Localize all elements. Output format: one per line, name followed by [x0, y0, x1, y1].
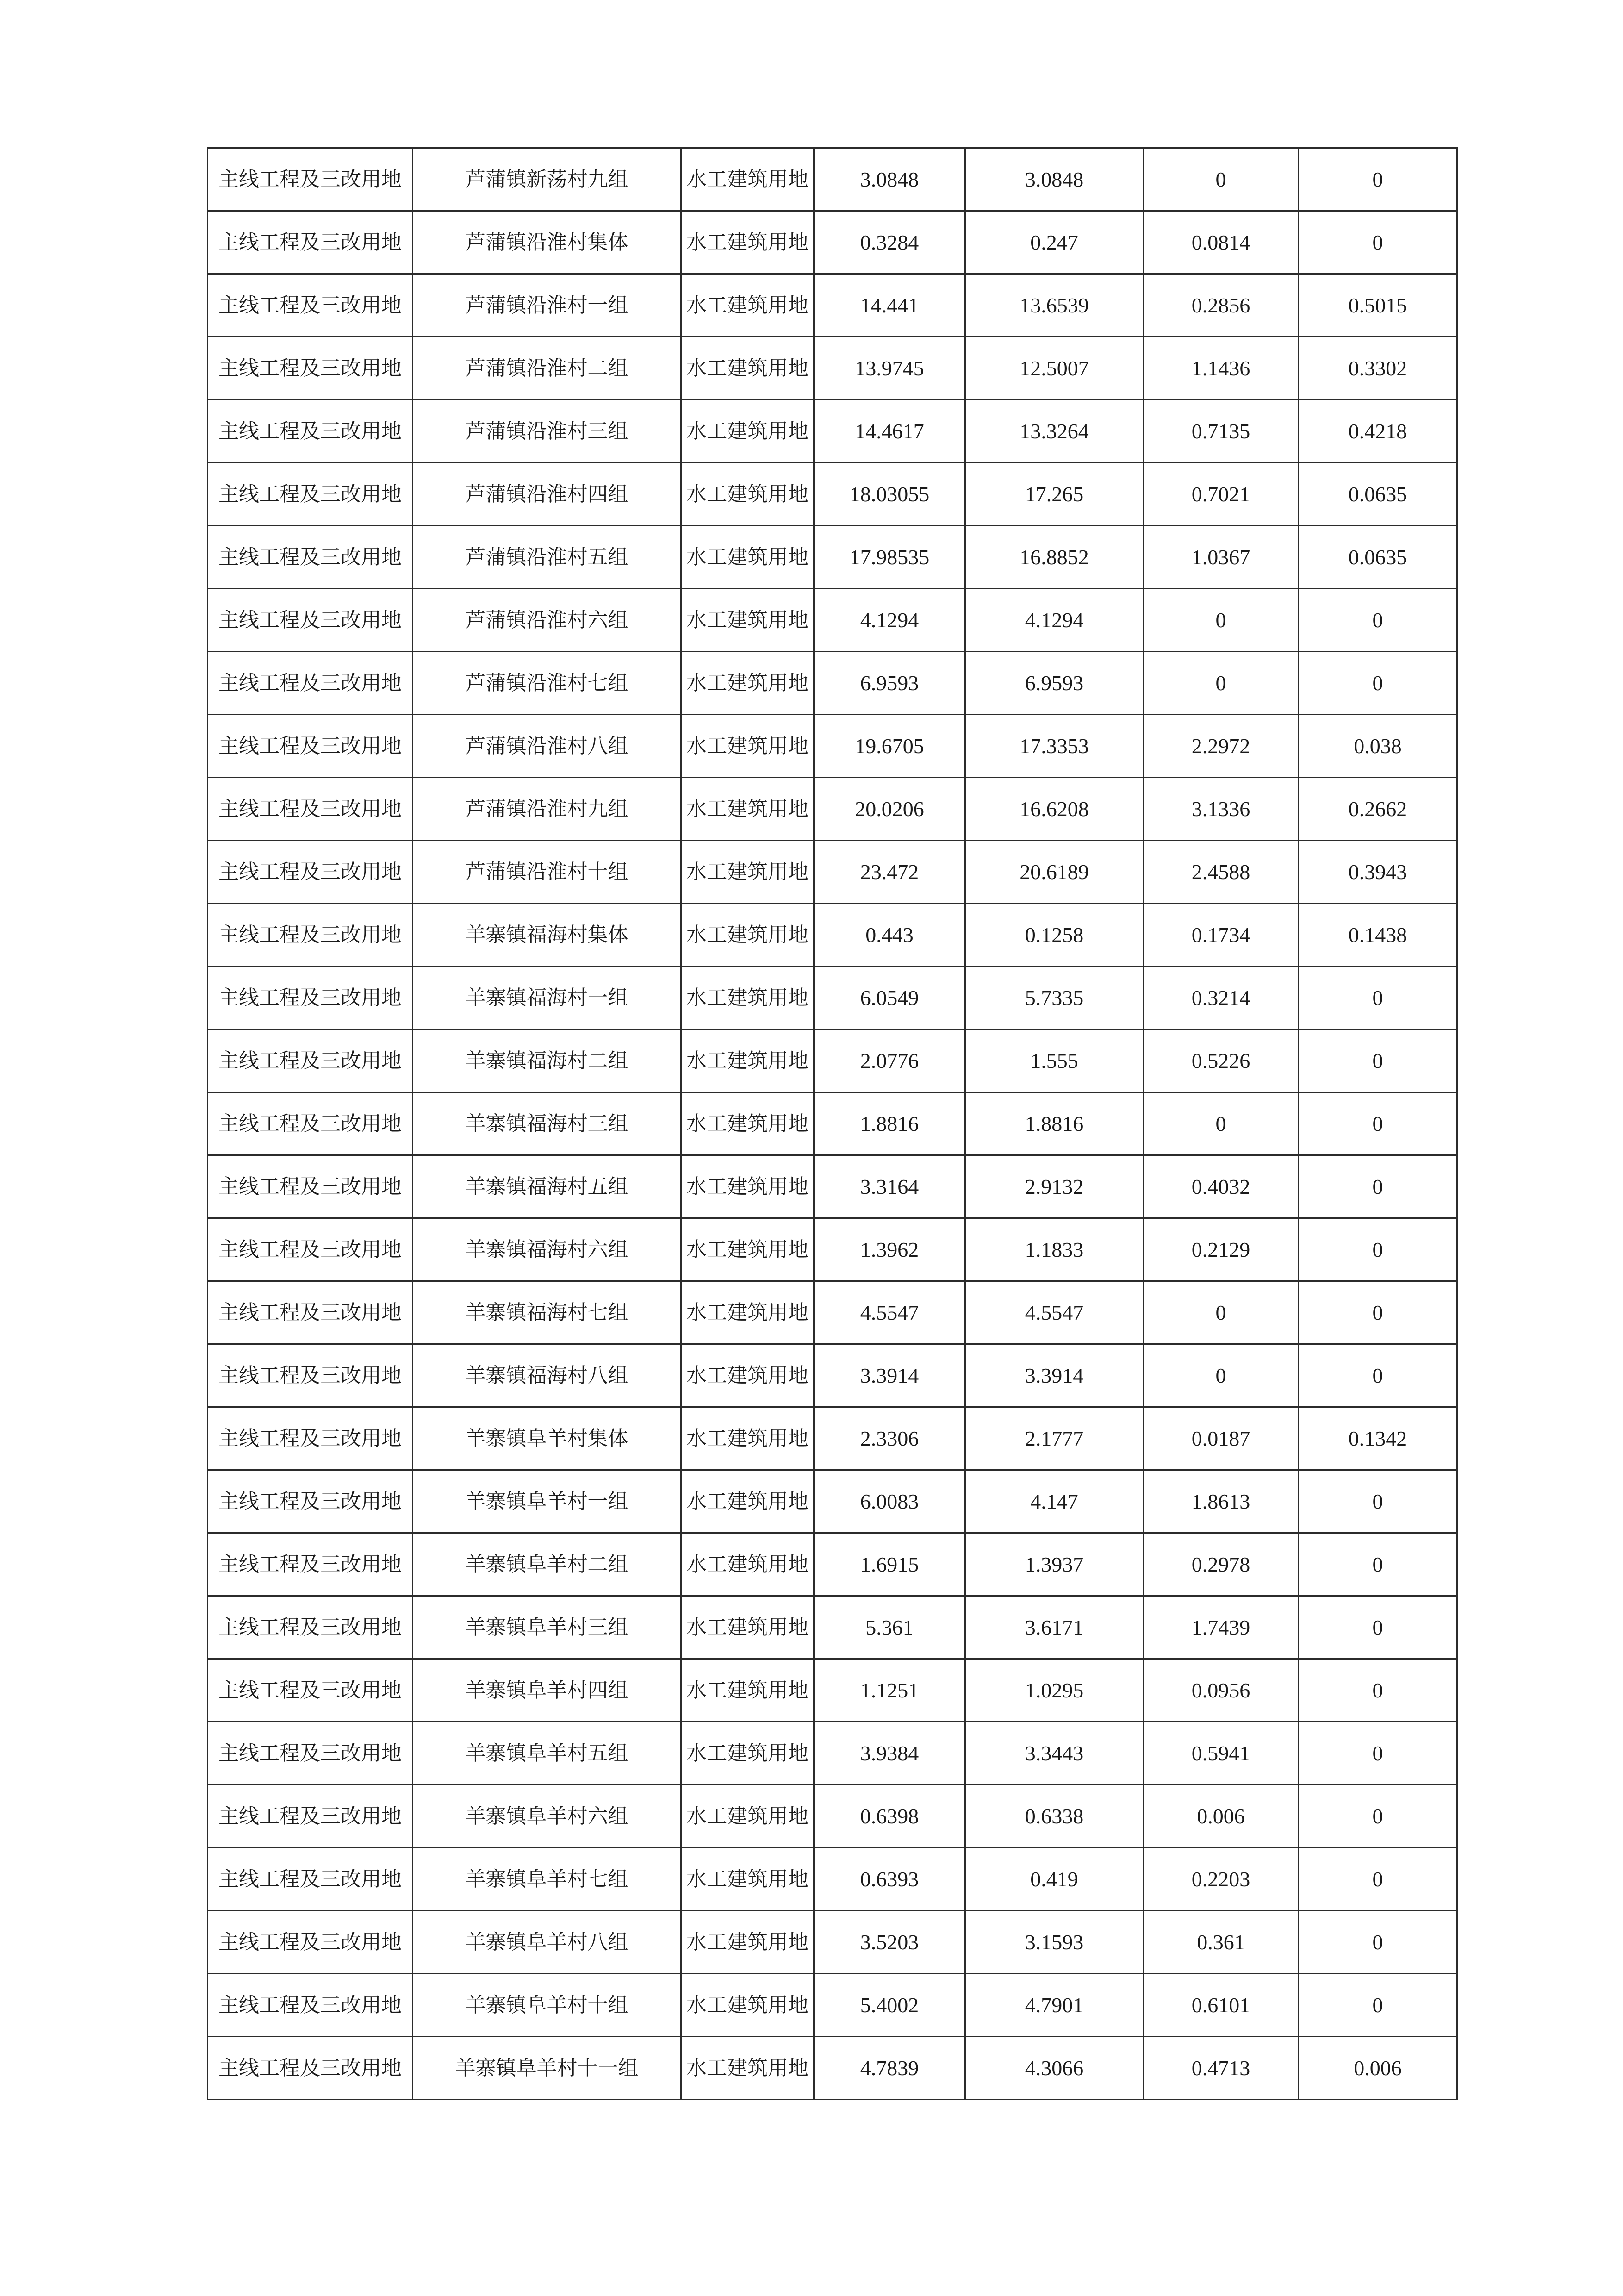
cell-area-column-7: 0	[1299, 967, 1457, 1029]
cell-land-use-type: 水工建筑用地	[681, 1470, 814, 1533]
cell-area-column-5: 2.1777	[965, 1407, 1144, 1470]
cell-land-use-type: 水工建筑用地	[681, 1155, 814, 1218]
table-row	[208, 1659, 1457, 1722]
cell-area-column-7: 0.0635	[1299, 463, 1457, 526]
cell-project-purpose: 主线工程及三改用地	[208, 967, 413, 1029]
cell-location: 羊寨镇阜羊村集体	[413, 1407, 681, 1470]
table-row	[208, 211, 1457, 274]
cell-project-purpose: 主线工程及三改用地	[208, 1659, 413, 1722]
cell-area-column-6: 1.7439	[1144, 1596, 1299, 1659]
cell-land-use-type: 水工建筑用地	[681, 2037, 814, 2100]
cell-area-total: 1.3962	[814, 1218, 965, 1281]
cell-area-column-7: 0.5015	[1299, 274, 1457, 337]
cell-area-column-6: 0.361	[1144, 1911, 1299, 1974]
table-row	[208, 1407, 1457, 1470]
cell-area-column-7: 0	[1299, 1092, 1457, 1155]
cell-area-column-6: 0.5941	[1144, 1722, 1299, 1785]
table-row	[208, 1533, 1457, 1596]
cell-project-purpose: 主线工程及三改用地	[208, 1470, 413, 1533]
cell-area-column-6: 0	[1144, 1281, 1299, 1344]
cell-project-purpose: 主线工程及三改用地	[208, 2037, 413, 2100]
cell-area-column-7: 0.4218	[1299, 400, 1457, 463]
cell-area-column-5: 16.8852	[965, 526, 1144, 589]
cell-land-use-type: 水工建筑用地	[681, 526, 814, 589]
table-row	[208, 1785, 1457, 1848]
cell-area-column-6: 0.2856	[1144, 274, 1299, 337]
cell-area-column-7: 0	[1299, 1659, 1457, 1722]
cell-area-column-7: 0	[1299, 1218, 1457, 1281]
cell-land-use-type: 水工建筑用地	[681, 778, 814, 841]
cell-area-total: 2.0776	[814, 1029, 965, 1092]
cell-area-total: 0.6398	[814, 1785, 965, 1848]
cell-area-column-6: 0.0814	[1144, 211, 1299, 274]
cell-location: 羊寨镇阜羊村七组	[413, 1848, 681, 1911]
cell-location: 芦蒲镇沿淮村六组	[413, 589, 681, 652]
cell-area-total: 1.8816	[814, 1092, 965, 1155]
cell-area-column-6: 0.0956	[1144, 1659, 1299, 1722]
cell-area-column-7: 0	[1299, 1344, 1457, 1407]
cell-area-column-7: 0	[1299, 1722, 1457, 1785]
cell-area-column-7: 0	[1299, 1848, 1457, 1911]
cell-location: 羊寨镇福海村八组	[413, 1344, 681, 1407]
cell-area-total: 13.9745	[814, 337, 965, 400]
cell-area-total: 3.3164	[814, 1155, 965, 1218]
table-row	[208, 1029, 1457, 1092]
cell-area-total: 17.98535	[814, 526, 965, 589]
cell-area-column-7: 0	[1299, 1155, 1457, 1218]
cell-location: 羊寨镇福海村一组	[413, 967, 681, 1029]
cell-location: 羊寨镇福海村五组	[413, 1155, 681, 1218]
cell-land-use-type: 水工建筑用地	[681, 463, 814, 526]
cell-project-purpose: 主线工程及三改用地	[208, 1533, 413, 1596]
cell-area-column-7: 0	[1299, 1281, 1457, 1344]
cell-area-column-5: 0.1258	[965, 904, 1144, 967]
cell-land-use-type: 水工建筑用地	[681, 589, 814, 652]
cell-area-total: 19.6705	[814, 715, 965, 778]
cell-location: 羊寨镇阜羊村六组	[413, 1785, 681, 1848]
cell-location: 羊寨镇阜羊村八组	[413, 1911, 681, 1974]
cell-location: 羊寨镇福海村七组	[413, 1281, 681, 1344]
cell-area-column-6: 1.0367	[1144, 526, 1299, 589]
cell-area-column-5: 12.5007	[965, 337, 1144, 400]
cell-project-purpose: 主线工程及三改用地	[208, 274, 413, 337]
cell-area-column-6: 0	[1144, 589, 1299, 652]
cell-project-purpose: 主线工程及三改用地	[208, 841, 413, 904]
cell-location: 羊寨镇阜羊村三组	[413, 1596, 681, 1659]
cell-area-column-5: 1.1833	[965, 1218, 1144, 1281]
cell-project-purpose: 主线工程及三改用地	[208, 1407, 413, 1470]
cell-area-column-7: 0	[1299, 1911, 1457, 1974]
table-row	[208, 337, 1457, 400]
cell-area-column-5: 4.147	[965, 1470, 1144, 1533]
cell-location: 羊寨镇阜羊村十一组	[413, 2037, 681, 2100]
cell-land-use-type: 水工建筑用地	[681, 148, 814, 211]
cell-area-total: 14.4617	[814, 400, 965, 463]
cell-project-purpose: 主线工程及三改用地	[208, 526, 413, 589]
cell-area-column-6: 0.7021	[1144, 463, 1299, 526]
cell-location: 羊寨镇福海村二组	[413, 1029, 681, 1092]
cell-project-purpose: 主线工程及三改用地	[208, 1092, 413, 1155]
cell-land-use-type: 水工建筑用地	[681, 1848, 814, 1911]
cell-location: 羊寨镇阜羊村十组	[413, 1974, 681, 2037]
cell-area-column-5: 0.6338	[965, 1785, 1144, 1848]
cell-area-column-7: 0	[1299, 589, 1457, 652]
cell-location: 芦蒲镇沿淮村七组	[413, 652, 681, 715]
cell-location: 芦蒲镇沿淮村五组	[413, 526, 681, 589]
cell-project-purpose: 主线工程及三改用地	[208, 1281, 413, 1344]
cell-area-column-7: 0	[1299, 148, 1457, 211]
cell-area-total: 6.9593	[814, 652, 965, 715]
cell-area-column-5: 1.555	[965, 1029, 1144, 1092]
table-row	[208, 526, 1457, 589]
cell-project-purpose: 主线工程及三改用地	[208, 1848, 413, 1911]
cell-area-column-5: 5.7335	[965, 967, 1144, 1029]
table-row	[208, 652, 1457, 715]
cell-project-purpose: 主线工程及三改用地	[208, 1911, 413, 1974]
cell-area-total: 0.443	[814, 904, 965, 967]
cell-area-column-7: 0.0635	[1299, 526, 1457, 589]
cell-area-column-5: 17.265	[965, 463, 1144, 526]
cell-area-column-5: 4.7901	[965, 1974, 1144, 2037]
cell-location: 芦蒲镇沿淮村一组	[413, 274, 681, 337]
cell-location: 芦蒲镇沿淮村集体	[413, 211, 681, 274]
cell-project-purpose: 主线工程及三改用地	[208, 463, 413, 526]
table-row	[208, 1281, 1457, 1344]
cell-area-column-6: 0	[1144, 652, 1299, 715]
cell-area-total: 0.3284	[814, 211, 965, 274]
cell-land-use-type: 水工建筑用地	[681, 967, 814, 1029]
cell-project-purpose: 主线工程及三改用地	[208, 337, 413, 400]
cell-area-column-7: 0	[1299, 1785, 1457, 1848]
cell-location: 羊寨镇阜羊村四组	[413, 1659, 681, 1722]
table-row	[208, 1470, 1457, 1533]
cell-land-use-type: 水工建筑用地	[681, 1785, 814, 1848]
cell-land-use-type: 水工建筑用地	[681, 211, 814, 274]
cell-area-column-5: 16.6208	[965, 778, 1144, 841]
table-row	[208, 841, 1457, 904]
cell-project-purpose: 主线工程及三改用地	[208, 1596, 413, 1659]
cell-location: 羊寨镇福海村六组	[413, 1218, 681, 1281]
cell-area-column-6: 0	[1144, 148, 1299, 211]
cell-area-column-6: 0.1734	[1144, 904, 1299, 967]
cell-location: 芦蒲镇沿淮村四组	[413, 463, 681, 526]
cell-area-column-7: 0	[1299, 1470, 1457, 1533]
cell-area-column-6: 1.1436	[1144, 337, 1299, 400]
cell-project-purpose: 主线工程及三改用地	[208, 1785, 413, 1848]
cell-area-total: 3.9384	[814, 1722, 965, 1785]
cell-area-column-6: 1.8613	[1144, 1470, 1299, 1533]
cell-area-column-5: 4.5547	[965, 1281, 1144, 1344]
cell-area-column-5: 0.247	[965, 211, 1144, 274]
cell-area-total: 4.5547	[814, 1281, 965, 1344]
cell-project-purpose: 主线工程及三改用地	[208, 715, 413, 778]
cell-area-total: 5.4002	[814, 1974, 965, 2037]
table-row	[208, 1596, 1457, 1659]
cell-area-total: 3.3914	[814, 1344, 965, 1407]
cell-area-total: 14.441	[814, 274, 965, 337]
cell-location: 芦蒲镇新荡村九组	[413, 148, 681, 211]
cell-land-use-type: 水工建筑用地	[681, 1974, 814, 2037]
table-row	[208, 148, 1457, 211]
cell-area-column-7: 0.3943	[1299, 841, 1457, 904]
cell-area-column-5: 13.3264	[965, 400, 1144, 463]
table-row	[208, 967, 1457, 1029]
cell-project-purpose: 主线工程及三改用地	[208, 1974, 413, 2037]
cell-area-column-5: 1.3937	[965, 1533, 1144, 1596]
table-row	[208, 1911, 1457, 1974]
cell-area-column-5: 3.1593	[965, 1911, 1144, 1974]
cell-land-use-type: 水工建筑用地	[681, 715, 814, 778]
cell-area-total: 1.1251	[814, 1659, 965, 1722]
cell-land-use-type: 水工建筑用地	[681, 1722, 814, 1785]
cell-land-use-type: 水工建筑用地	[681, 400, 814, 463]
table-row	[208, 1218, 1457, 1281]
cell-area-total: 2.3306	[814, 1407, 965, 1470]
cell-area-column-7: 0	[1299, 1974, 1457, 2037]
cell-land-use-type: 水工建筑用地	[681, 1281, 814, 1344]
cell-area-column-6: 0.2978	[1144, 1533, 1299, 1596]
cell-land-use-type: 水工建筑用地	[681, 274, 814, 337]
table-row	[208, 589, 1457, 652]
cell-area-column-7: 0	[1299, 1029, 1457, 1092]
cell-location: 芦蒲镇沿淮村二组	[413, 337, 681, 400]
cell-area-column-7: 0.006	[1299, 2037, 1457, 2100]
cell-area-column-6: 0.6101	[1144, 1974, 1299, 2037]
cell-area-column-5: 1.8816	[965, 1092, 1144, 1155]
cell-land-use-type: 水工建筑用地	[681, 1596, 814, 1659]
cell-area-column-6: 0.7135	[1144, 400, 1299, 463]
cell-area-column-5: 0.419	[965, 1848, 1144, 1911]
cell-location: 羊寨镇福海村集体	[413, 904, 681, 967]
cell-location: 芦蒲镇沿淮村九组	[413, 778, 681, 841]
cell-area-column-6: 0.0187	[1144, 1407, 1299, 1470]
cell-area-total: 1.6915	[814, 1533, 965, 1596]
cell-land-use-type: 水工建筑用地	[681, 1659, 814, 1722]
cell-project-purpose: 主线工程及三改用地	[208, 904, 413, 967]
cell-land-use-type: 水工建筑用地	[681, 1218, 814, 1281]
table-row	[208, 463, 1457, 526]
cell-land-use-type: 水工建筑用地	[681, 1533, 814, 1596]
cell-area-column-6: 0.5226	[1144, 1029, 1299, 1092]
table-row	[208, 2037, 1457, 2100]
cell-area-column-5: 4.1294	[965, 589, 1144, 652]
cell-location: 羊寨镇阜羊村一组	[413, 1470, 681, 1533]
cell-area-column-5: 3.3443	[965, 1722, 1144, 1785]
cell-land-use-type: 水工建筑用地	[681, 904, 814, 967]
cell-area-total: 23.472	[814, 841, 965, 904]
table-row	[208, 904, 1457, 967]
cell-area-total: 3.5203	[814, 1911, 965, 1974]
cell-area-column-5: 6.9593	[965, 652, 1144, 715]
cell-area-column-7: 0.3302	[1299, 337, 1457, 400]
cell-location: 芦蒲镇沿淮村十组	[413, 841, 681, 904]
cell-project-purpose: 主线工程及三改用地	[208, 1722, 413, 1785]
cell-area-column-6: 0.4713	[1144, 2037, 1299, 2100]
cell-area-column-6: 2.2972	[1144, 715, 1299, 778]
table-row	[208, 715, 1457, 778]
cell-location: 羊寨镇阜羊村二组	[413, 1533, 681, 1596]
cell-land-use-type: 水工建筑用地	[681, 1407, 814, 1470]
cell-area-column-7: 0	[1299, 211, 1457, 274]
land-use-table	[207, 147, 1458, 2100]
cell-location: 芦蒲镇沿淮村八组	[413, 715, 681, 778]
cell-area-column-5: 2.9132	[965, 1155, 1144, 1218]
cell-area-column-5: 3.0848	[965, 148, 1144, 211]
cell-area-column-5: 3.6171	[965, 1596, 1144, 1659]
cell-project-purpose: 主线工程及三改用地	[208, 1029, 413, 1092]
cell-project-purpose: 主线工程及三改用地	[208, 589, 413, 652]
cell-area-column-6: 0.2129	[1144, 1218, 1299, 1281]
cell-area-total: 4.1294	[814, 589, 965, 652]
table-row	[208, 778, 1457, 841]
cell-area-total: 4.7839	[814, 2037, 965, 2100]
cell-location: 羊寨镇福海村三组	[413, 1092, 681, 1155]
cell-area-column-6: 0.3214	[1144, 967, 1299, 1029]
cell-area-column-6: 0	[1144, 1344, 1299, 1407]
cell-area-column-6: 0.006	[1144, 1785, 1299, 1848]
cell-area-column-7: 0.1342	[1299, 1407, 1457, 1470]
cell-area-column-5: 1.0295	[965, 1659, 1144, 1722]
cell-area-column-7: 0	[1299, 652, 1457, 715]
cell-project-purpose: 主线工程及三改用地	[208, 652, 413, 715]
cell-area-column-7: 0.1438	[1299, 904, 1457, 967]
table-row	[208, 1155, 1457, 1218]
cell-area-column-7: 0	[1299, 1596, 1457, 1659]
cell-area-total: 18.03055	[814, 463, 965, 526]
cell-land-use-type: 水工建筑用地	[681, 841, 814, 904]
table-row	[208, 1344, 1457, 1407]
cell-area-total: 20.0206	[814, 778, 965, 841]
cell-area-total: 6.0549	[814, 967, 965, 1029]
cell-location: 羊寨镇阜羊村五组	[413, 1722, 681, 1785]
cell-area-column-7: 0.2662	[1299, 778, 1457, 841]
table-row	[208, 1848, 1457, 1911]
cell-area-column-5: 3.3914	[965, 1344, 1144, 1407]
cell-project-purpose: 主线工程及三改用地	[208, 211, 413, 274]
table-row	[208, 1722, 1457, 1785]
table-row	[208, 1092, 1457, 1155]
cell-area-total: 0.6393	[814, 1848, 965, 1911]
cell-project-purpose: 主线工程及三改用地	[208, 148, 413, 211]
cell-project-purpose: 主线工程及三改用地	[208, 1155, 413, 1218]
cell-land-use-type: 水工建筑用地	[681, 1029, 814, 1092]
cell-area-column-5: 20.6189	[965, 841, 1144, 904]
cell-project-purpose: 主线工程及三改用地	[208, 1218, 413, 1281]
cell-area-column-7: 0	[1299, 1533, 1457, 1596]
cell-area-column-6: 0.2203	[1144, 1848, 1299, 1911]
cell-area-total: 3.0848	[814, 148, 965, 211]
cell-area-column-7: 0.038	[1299, 715, 1457, 778]
cell-land-use-type: 水工建筑用地	[681, 652, 814, 715]
cell-area-column-6: 0.4032	[1144, 1155, 1299, 1218]
table-row	[208, 1974, 1457, 2037]
cell-location: 芦蒲镇沿淮村三组	[413, 400, 681, 463]
cell-project-purpose: 主线工程及三改用地	[208, 1344, 413, 1407]
cell-project-purpose: 主线工程及三改用地	[208, 400, 413, 463]
cell-area-column-6: 3.1336	[1144, 778, 1299, 841]
land-use-table-body	[208, 148, 1457, 2100]
cell-area-column-5: 17.3353	[965, 715, 1144, 778]
cell-area-column-5: 4.3066	[965, 2037, 1144, 2100]
cell-project-purpose: 主线工程及三改用地	[208, 778, 413, 841]
cell-land-use-type: 水工建筑用地	[681, 1092, 814, 1155]
cell-land-use-type: 水工建筑用地	[681, 337, 814, 400]
table-row	[208, 400, 1457, 463]
table-row	[208, 274, 1457, 337]
cell-area-column-5: 13.6539	[965, 274, 1144, 337]
cell-area-total: 5.361	[814, 1596, 965, 1659]
cell-area-column-6: 2.4588	[1144, 841, 1299, 904]
cell-area-column-6: 0	[1144, 1092, 1299, 1155]
cell-area-total: 6.0083	[814, 1470, 965, 1533]
cell-land-use-type: 水工建筑用地	[681, 1911, 814, 1974]
cell-land-use-type: 水工建筑用地	[681, 1344, 814, 1407]
